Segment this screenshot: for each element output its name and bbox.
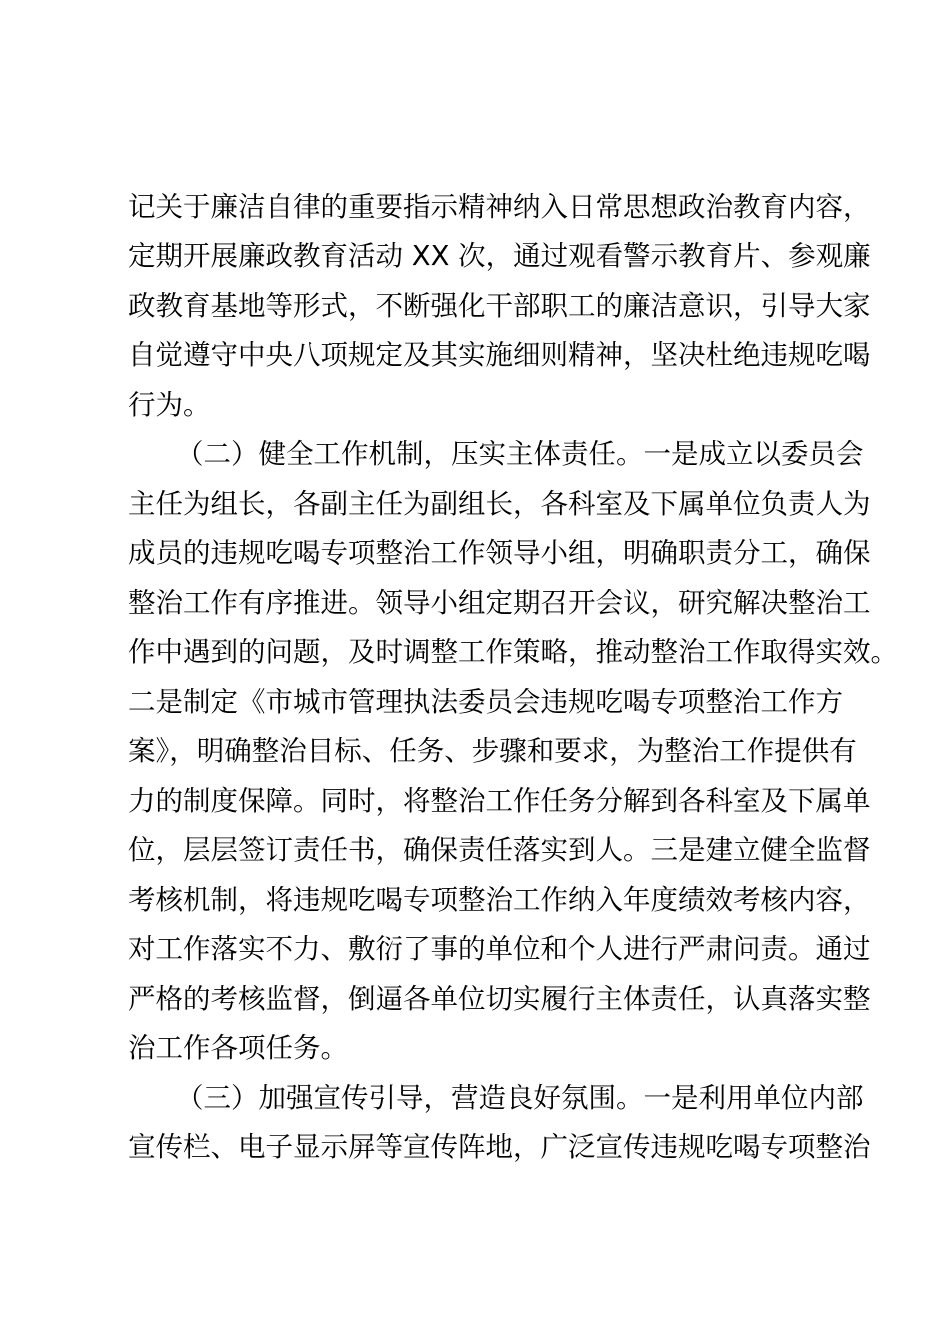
- text-line: 作中遇到的问题，及时调整工作策略，推动整治工作取得实效。: [128, 636, 898, 668]
- text-line: 成员的违规吃喝专项整治工作领导小组，明确职责分工，确保: [128, 537, 871, 569]
- text-line: 严格的考核监督，倒逼各单位切实履行主体责任，认真落实整: [128, 983, 871, 1015]
- text-line: 治工作各项任务。: [128, 1032, 348, 1064]
- text-line: 整治工作有序推进。领导小组定期召开会议，研究解决整治工: [128, 587, 871, 619]
- text-line: 案》，明确整治目标、任务、步骤和要求，为整治工作提供有: [128, 735, 857, 767]
- text-line: 宣传栏、电子显示屏等宣传阵地，广泛宣传违规吃喝专项整治: [128, 1131, 871, 1163]
- text-line: 主任为组长，各副主任为副组长，各科室及下属单位负责人为: [128, 488, 871, 520]
- text-line: 力的制度保障。同时，将整治工作任务分解到各科室及下属单: [128, 785, 871, 817]
- text-line: 记关于廉洁自律的重要指示精神纳入日常思想政治教育内容，: [128, 191, 871, 223]
- text-line: 对工作落实不力、敷衍了事的单位和个人进行严肃问责。通过: [128, 933, 871, 965]
- paragraph-heading-3: （三）加强宣传引导，营造良好氛围。一是利用单位内部: [176, 1082, 864, 1114]
- paragraph-heading-2: （二）健全工作机制，压实主体责任。一是成立以委员会: [176, 438, 864, 470]
- text-line: 位，层层签订责任书，确保责任落实到人。三是建立健全监督: [128, 834, 871, 866]
- text-line: 二是制定《市城市管理执法委员会违规吃喝专项整治工作方: [128, 686, 843, 718]
- text-line: 自觉遵守中央八项规定及其实施细则精神，坚决杜绝违规吃喝: [128, 339, 871, 371]
- text-line: 政教育基地等形式，不断强化干部职工的廉洁意识，引导大家: [128, 290, 871, 322]
- text-line: 行为。: [128, 389, 211, 421]
- text-line: 定期开展廉政教育活动 XX 次，通过观看警示教育片、参观廉: [128, 240, 871, 272]
- text-line: 考核机制，将违规吃喝专项整治工作纳入年度绩效考核内容，: [128, 884, 871, 916]
